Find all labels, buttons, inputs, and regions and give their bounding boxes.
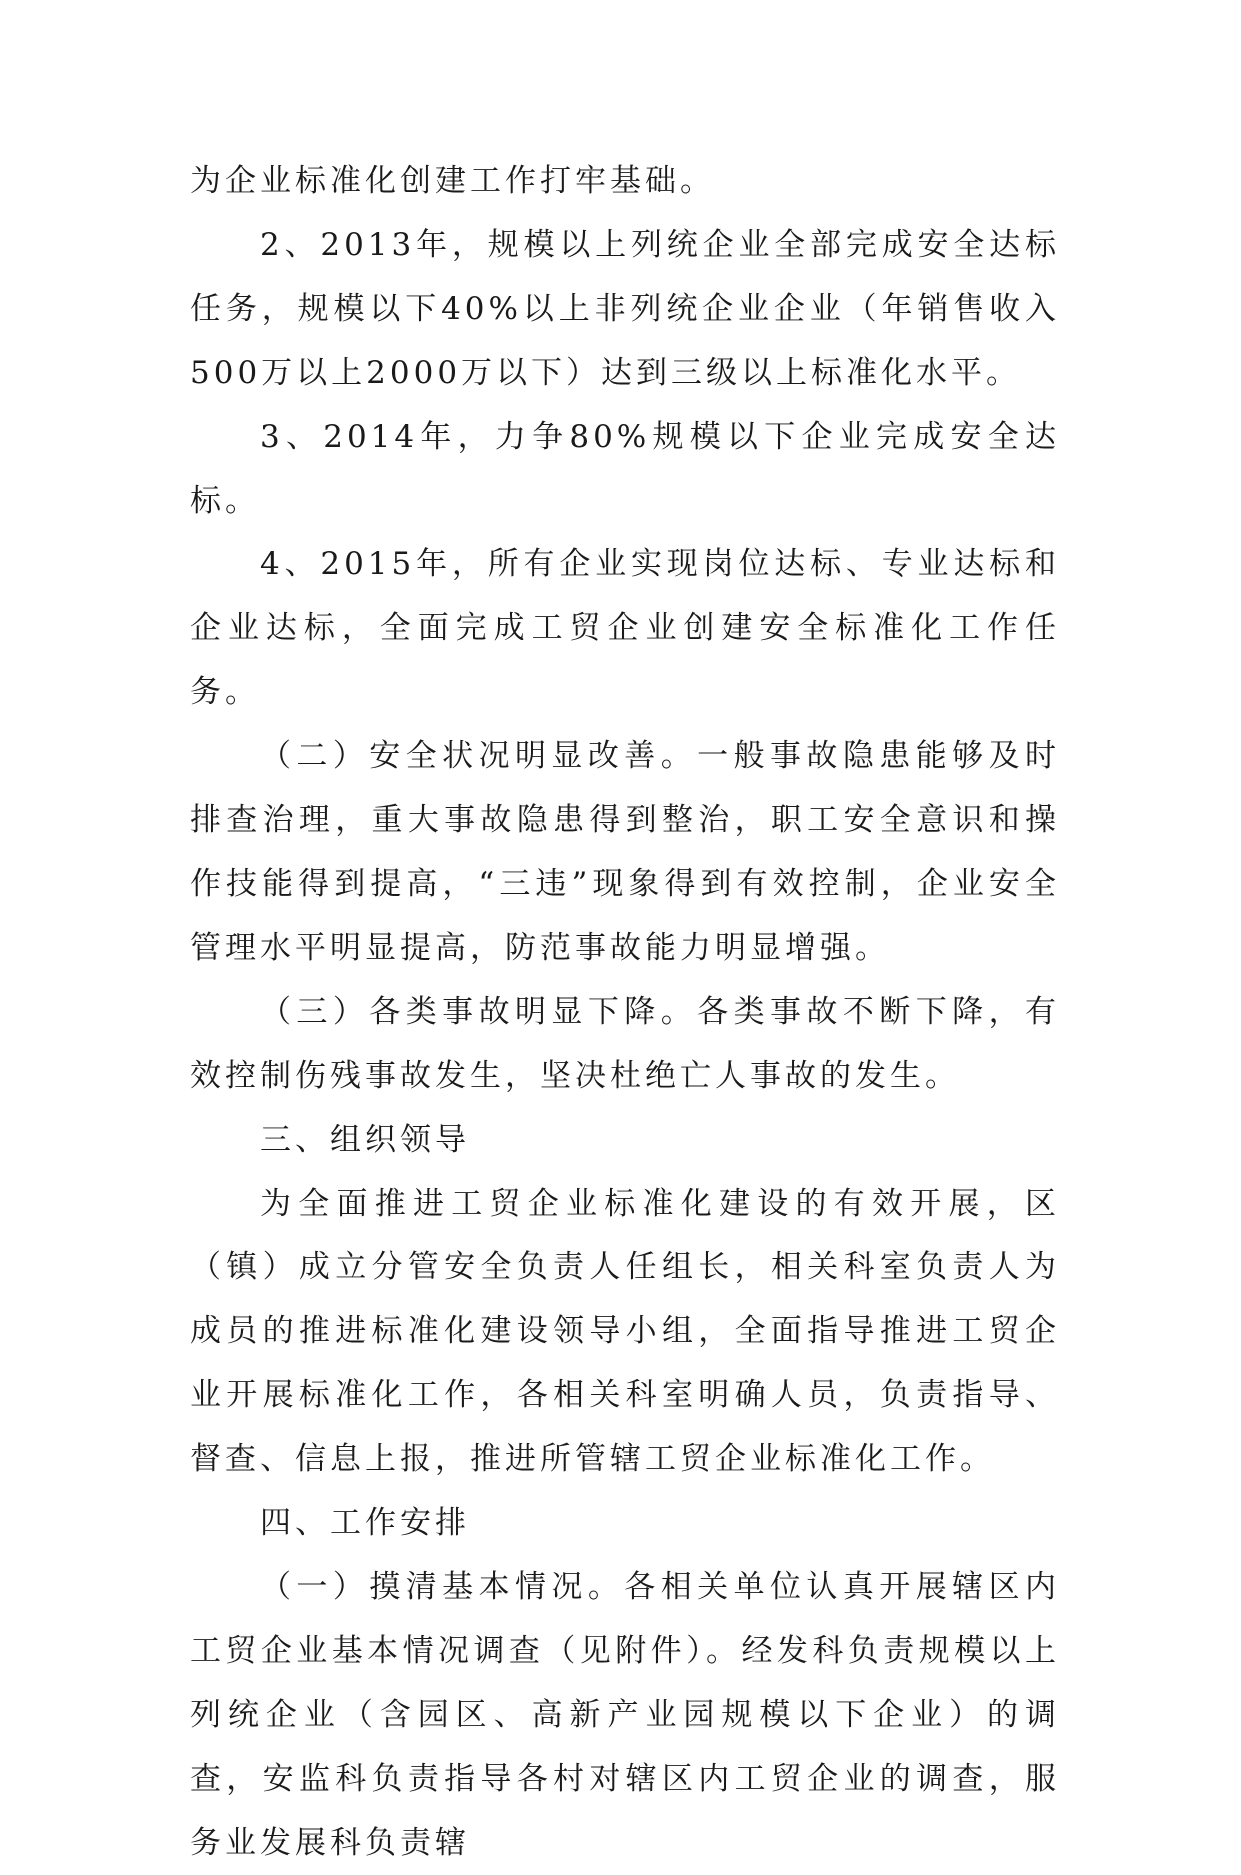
paragraph-item-2015: 4、2015年，所有企业实现岗位达标、专业达标和企业达标，全面完成工贸企业创建安全标准化工作任务。 [190, 546, 1060, 711]
paragraph-intro: 为企业标准化创建工作打牢基础。 [190, 163, 715, 199]
paragraph-organization: 为全面推进工贸企业标准化建设的有效开展，区（镇）成立分管安全负责人任组长，相关科室负责人为成员的推进标准化建设领导小组，全面指导推进工贸企业开展标准化工作，各相关科室明确人员，负责指导、督查、信息上报，推进所管辖工贸企业标准化工作。 [190, 1185, 1060, 1478]
section-heading-organization: 三、组织领导 [260, 1121, 470, 1158]
paragraph-basic-survey: （一）摸清基本情况。各相关单位认真开展辖区内工贸企业基本情况调查（见附件）。经发科负责规模以上列统企业（含园区、高新产业园规模以下企业）的调查，安监科负责指导各村对辖区内工贸企业的调查，服务业发展科负责辖 [190, 1568, 1060, 1861]
section-heading-work-arrangement: 四、工作安排 [260, 1505, 470, 1542]
paragraph-accident-decline: （三）各类事故明显下降。各类事故不断下降，有效控制伤残事故发生，坚决杜绝亡人事故的发生。 [190, 993, 1060, 1094]
paragraph-safety-improvement: （二）安全状况明显改善。一般事故隐患能够及时排查治理，重大事故隐患得到整治，职工安全意识和操作技能得到提高，“三违”现象得到有效控制，企业安全管理水平明显提高，防范事故能力明显增强。 [190, 738, 1060, 966]
document-page [190, 150, 1060, 1875]
paragraph-item-2014: 3、2014年，力争80%规模以下企业完成安全达标。 [190, 418, 1060, 519]
paragraph-item-2013: 2、2013年，规模以上列统企业全部完成安全达标任务，规模以下40%以上非列统企业企业（年销售收入500万以上2000万以下）达到三级以上标准化水平。 [190, 226, 1060, 391]
